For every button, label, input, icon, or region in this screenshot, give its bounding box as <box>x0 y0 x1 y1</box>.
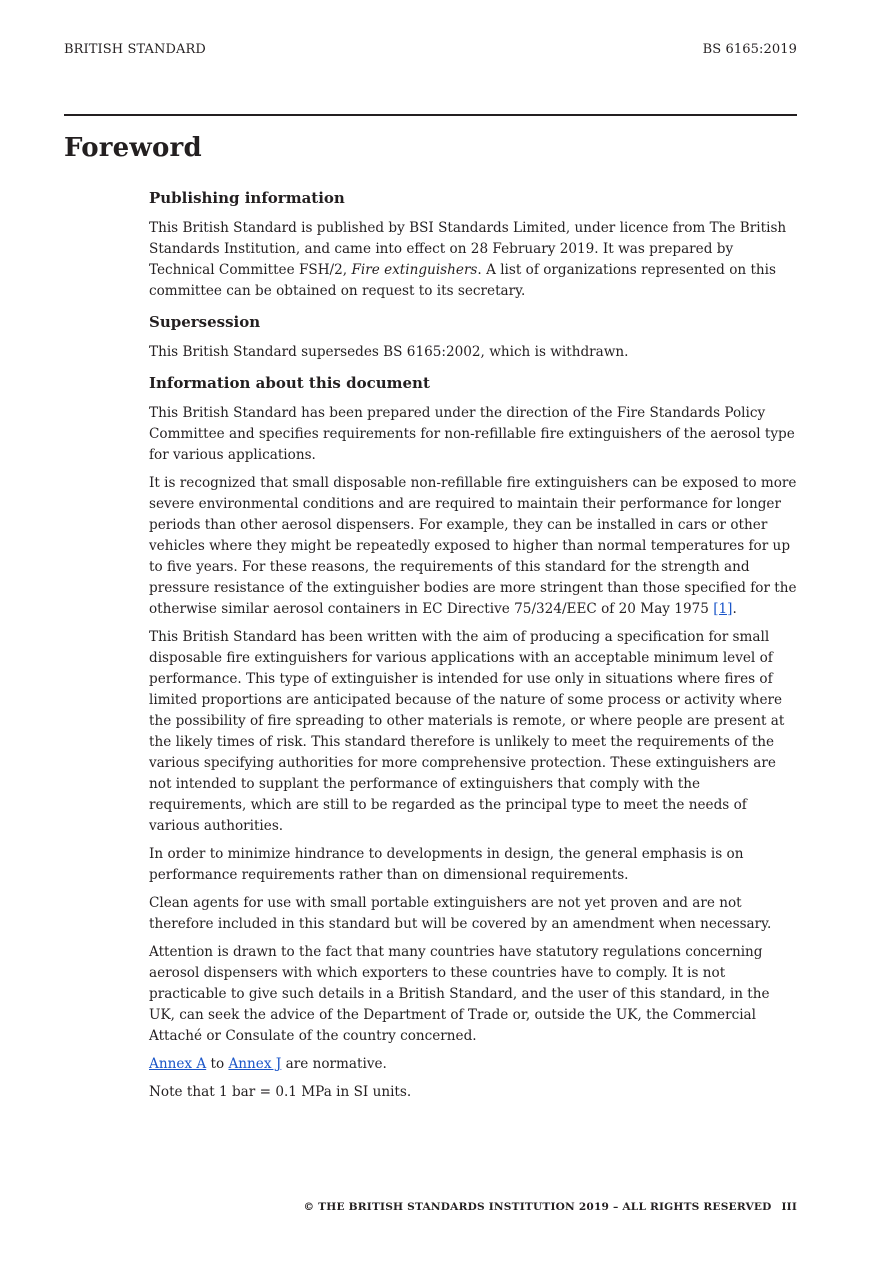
copyright-notice: © THE BRITISH STANDARDS INSTITUTION 2019 – ALL RIGHTS RESERVED <box>303 1201 772 1213</box>
info-p2-text-a: It is recognized that small disposable non-refillable fire extinguishers can be exposed to more severe environmental conditions and are required to maintain their performance for longer periods than other aerosol dispensers. For example, they can be installed in cars or other vehicles where they might be repeatedly exposed to higher than normal temperatures for up to five years. For these reasons, the requirements of this standard for the strength and pressure resistance of the extinguisher bodies are more stringent than those specified for the otherwise similar aerosol containers in EC Directive 75/324/EEC of 20 May 1975 <box>149 475 797 617</box>
supersession-paragraph: This British Standard supersedes BS 6165:2002, which is withdrawn. <box>149 344 629 360</box>
info-paragraph-6: Attention is drawn to the fact that many countries have statutory regulations concerning aerosol dispensers with which exporters to these countries have to comply. It is not practicable to give such details in a British Standard, and the user of this standard, in the UK, can seek the advice of the Department of Trade or, outside the UK, the Commercial Attaché or Consulate of the country concerned. <box>149 944 770 1044</box>
page-footer <box>304 1201 798 1213</box>
reference-link-1[interactable]: [1] <box>713 601 733 617</box>
info-paragraph-8: Note that 1 bar = 0.1 MPa in SI units. <box>149 1084 412 1100</box>
info-paragraph-5: Clean agents for use with small portable extinguishers are not yet proven and are not therefore included in this standard but will be covered by an amendment when necessary. <box>149 895 772 932</box>
info-heading: Information about this document <box>149 374 430 392</box>
header-rule <box>64 114 797 116</box>
info-p2-text-b: . <box>732 601 737 617</box>
info-paragraph-2 <box>149 473 799 620</box>
publishing-paragraph <box>149 218 799 302</box>
running-header-left: BRITISH STANDARD <box>64 42 206 57</box>
info-paragraph-4: In order to minimize hindrance to developments in design, the general emphasis is on performance requirements rather than on dimensional requirements. <box>149 846 744 883</box>
foreword-body <box>149 186 799 1110</box>
info-p7-mid: to <box>206 1056 229 1072</box>
info-paragraph-7 <box>149 1054 799 1075</box>
info-paragraph-1: This British Standard has been prepared under the direction of the Fire Standards Policy Committee and specifies requirements for non-refillable fire extinguishers of the aerosol type for various applications. <box>149 405 795 463</box>
info-paragraph-3: This British Standard has been written with the aim of producing a specification for small disposable fire extinguishers for various applications with an acceptable minimum level of performance. This type of extinguisher is intended for use only in situations where fires of limited proportions are anticipated because of the nature of some process or activity where the possibility of fire spreading to other materials is remote, or where people are present at the likely times of risk. This standard therefore is unlikely to meet the requirements of the various specifying authorities for more comprehensive protection. These extinguishers are not intended to supplant the performance of extinguishers that comply with the requirements, which are still to be regarded as the principal type to meet the needs of various authorities. <box>149 629 785 834</box>
page-title: Foreword <box>64 133 202 163</box>
publishing-heading: Publishing information <box>149 189 345 207</box>
committee-name: Fire extinguishers <box>351 262 478 278</box>
info-p7-end: are normative. <box>281 1056 387 1072</box>
supersession-heading: Supersession <box>149 313 261 331</box>
annex-j-link[interactable]: Annex J <box>228 1056 282 1072</box>
running-header-right: BS 6165:2019 <box>702 42 797 57</box>
annex-a-link[interactable]: Annex A <box>149 1056 207 1072</box>
publishing-text-a: This British Standard is published by BSI Standards Limited, under licence from The British Standards Institution, and came into effect on 28 February 2019. It was prepared by Technical Committee FSH/2, <box>149 220 787 278</box>
publishing-text-b: . A list of organizations represented on this committee can be obtained on request to its secretary. <box>149 262 776 299</box>
page-number: III <box>781 1201 797 1213</box>
